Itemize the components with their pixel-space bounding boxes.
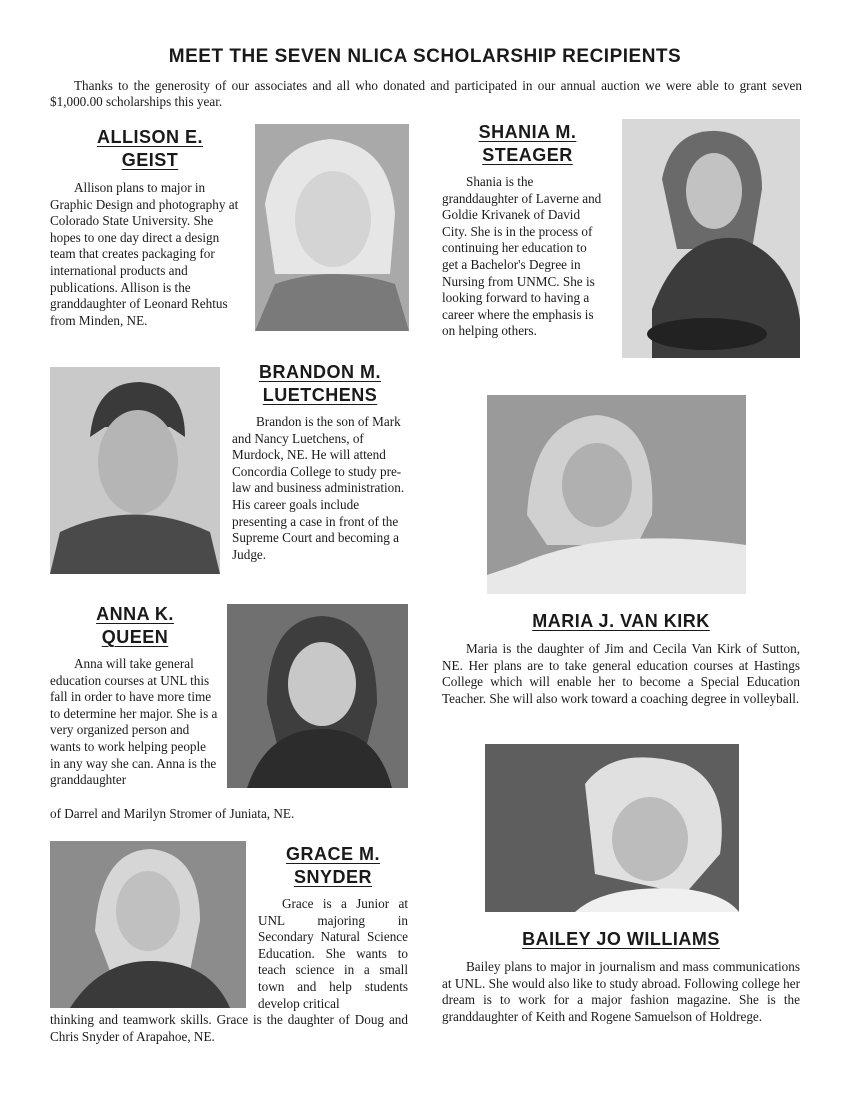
recipient-name-brandon: BRANDON M. LUETCHENS — [259, 362, 381, 405]
recipient-bio-allison: Allison plans to major in Graphic Design and photography at Colorado State University. She hopes to one day direct a design team that creates packaging for international products and publications. Allison is the granddaughter of Leonard Rehtus from Minden, NE. — [50, 180, 239, 328]
intro-paragraph: Thanks to the generosity of our associates and all who donated and participated in our annual auction we were able to grant seven $1,000.00 scholarships this year. — [50, 78, 802, 109]
page-title: MEET THE SEVEN NLICA SCHOLARSHIP RECIPIENTS — [168, 46, 682, 67]
recipient-bio-grace: Grace is a Junior at UNL majoring in Secondary Natural Science Education. She wants to teach science in a small town and help students develop critical — [258, 896, 408, 1011]
recipient-name-anna: ANNA K. QUEEN — [96, 604, 174, 647]
photo-bailey — [485, 744, 739, 912]
recipient-bio-grace-continued: thinking and teamwork skills. Grace is the daughter of Doug and Chris Snyder of Arapahoe, NE. — [50, 1012, 408, 1044]
photo-shania — [622, 119, 800, 358]
recipient-bio-shania: Shania is the granddaughter of Laverne and Goldie Krivanek of David City. She is in the process of continuing her education to get a Bachelor's Degree in Nursing from UNMC. She is looking forward to having a career where the emphasis is on helping others. — [442, 174, 602, 339]
recipient-bio-anna-continued: of Darrel and Marilyn Stromer of Juniata, NE. — [50, 806, 295, 821]
photo-maria — [487, 395, 746, 594]
photo-anna — [227, 604, 408, 788]
recipient-name-allison: ALLISON E. GEIST — [96, 127, 203, 170]
recipient-name-grace: GRACE M. SNYDER — [286, 844, 380, 887]
recipient-bio-brandon: Brandon is the son of Mark and Nancy Luetchens, of Murdock, NE. He will attend Concordia College to study pre-law and business administration. His career goals include presenting a case in front of the Supreme Court and becoming a Judge. — [232, 414, 405, 562]
recipient-bio-bailey: Bailey plans to major in journalism and mass communications at UNL. She would also like to study abroad. Following college her dream is to work for a major fashion magazine. She is the granddaughter of Keith and Rogene Samuelson of Holdrege. — [442, 959, 800, 1024]
recipient-bio-anna: Anna will take general education courses at UNL this fall in order to have more time to determine her major. She is a very organized person and wants to work helping people in any way she can. Anna is the granddaughter — [50, 656, 218, 788]
recipient-name-bailey: BAILEY JO WILLIAMS — [522, 929, 720, 949]
recipient-name-shania: SHANIA M. STEAGER — [478, 122, 577, 165]
photo-grace — [50, 841, 246, 1008]
recipient-bio-maria: Maria is the daughter of Jim and Cecila Van Kirk of Sutton, NE. Her plans are to take general education courses at Hastings College which will enable her to become a Special Education Teacher. She will also work toward a coaching degree in volleyball. — [442, 641, 800, 706]
recipient-name-maria: MARIA J. VAN KIRK — [532, 611, 710, 631]
photo-brandon — [50, 367, 220, 574]
photo-allison — [255, 124, 409, 331]
